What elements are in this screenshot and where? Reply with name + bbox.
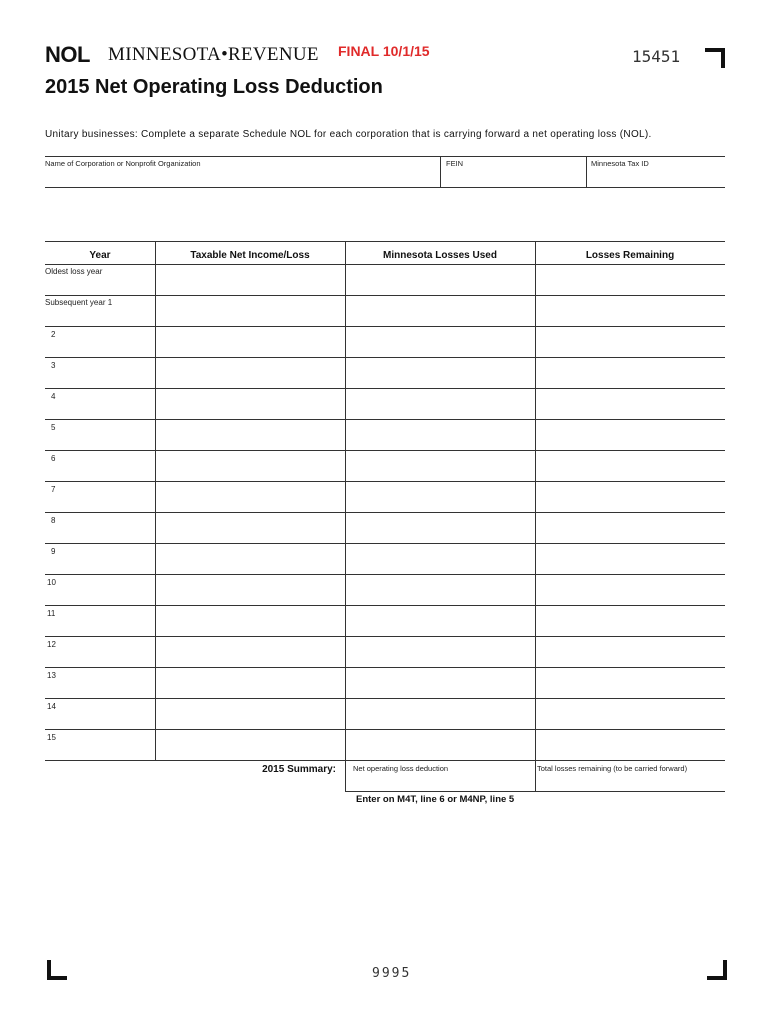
form-code: NOL bbox=[45, 42, 90, 67]
losses-remaining-cell[interactable] bbox=[536, 544, 724, 573]
taxable-income-cell[interactable] bbox=[156, 606, 344, 635]
taxable-income-cell[interactable] bbox=[156, 513, 344, 542]
row-label-7: 7 bbox=[51, 485, 56, 494]
summary-label: 2015 Summary: bbox=[262, 764, 336, 775]
table-top-rule bbox=[45, 241, 725, 242]
row-label-15: 15 bbox=[47, 733, 56, 742]
losses-remaining-cell[interactable] bbox=[536, 358, 724, 387]
losses-remaining-cell[interactable] bbox=[536, 513, 724, 542]
nol-deduction-label: Net operating loss deduction bbox=[353, 764, 449, 773]
row-label-4: 4 bbox=[51, 392, 56, 401]
mn-losses-used-cell[interactable] bbox=[346, 265, 534, 294]
row-label-2: 2 bbox=[51, 330, 56, 339]
mn-losses-used-cell[interactable] bbox=[346, 668, 534, 697]
row-label-oldest: Oldest loss year bbox=[45, 267, 103, 276]
final-stamp: FINAL 10/1/15 bbox=[338, 43, 430, 59]
losses-remaining-cell[interactable] bbox=[536, 327, 724, 356]
mn-tax-id-field[interactable] bbox=[587, 168, 725, 186]
losses-remaining-cell[interactable] bbox=[536, 637, 724, 666]
row-label-11: 11 bbox=[47, 609, 56, 618]
losses-remaining-cell[interactable] bbox=[536, 575, 724, 604]
mn-losses-used-cell[interactable] bbox=[346, 482, 534, 511]
row-label-5: 5 bbox=[51, 423, 56, 432]
enter-note: Enter on M4T, line 6 or M4NP, line 5 bbox=[356, 794, 515, 805]
taxable-income-cell[interactable] bbox=[156, 327, 344, 356]
corner-mark-bottom-right bbox=[707, 960, 727, 980]
row-label-9: 9 bbox=[51, 547, 56, 556]
page-title: 2015 Net Operating Loss Deduction bbox=[45, 76, 383, 98]
row-label-subsequent-1: Subsequent year 1 bbox=[45, 298, 113, 307]
row-label-12: 12 bbox=[47, 640, 56, 649]
losses-remaining-cell[interactable] bbox=[536, 606, 724, 635]
fein-field[interactable] bbox=[441, 168, 585, 186]
taxable-income-cell[interactable] bbox=[156, 451, 344, 480]
row-label-10: 10 bbox=[47, 578, 56, 587]
corner-mark-bottom-left bbox=[47, 960, 67, 980]
taxable-income-cell[interactable] bbox=[156, 420, 344, 449]
mn-losses-used-cell[interactable] bbox=[346, 575, 534, 604]
total-remaining-field[interactable] bbox=[536, 775, 725, 790]
taxable-income-cell[interactable] bbox=[156, 730, 344, 759]
mn-losses-used-cell[interactable] bbox=[346, 637, 534, 666]
mn-losses-used-cell[interactable] bbox=[346, 327, 534, 356]
mn-losses-used-cell[interactable] bbox=[346, 730, 534, 759]
taxable-income-cell[interactable] bbox=[156, 389, 344, 418]
taxable-income-cell[interactable] bbox=[156, 637, 344, 666]
row-label-6: 6 bbox=[51, 454, 56, 463]
losses-remaining-cell[interactable] bbox=[536, 668, 724, 697]
mn-losses-used-cell[interactable] bbox=[346, 699, 534, 728]
losses-remaining-cell[interactable] bbox=[536, 482, 724, 511]
form-number: 15451 bbox=[632, 47, 681, 66]
losses-remaining-cell[interactable] bbox=[536, 451, 724, 480]
instructions: Unitary businesses: Complete a separate Schedule NOL for each corporation that is carrying forward a net operating loss (NOL). bbox=[45, 129, 652, 140]
losses-remaining-cell[interactable] bbox=[536, 730, 724, 759]
mn-losses-used-cell[interactable] bbox=[346, 544, 534, 573]
fein-label: FEIN bbox=[446, 159, 464, 168]
col-header-mn-losses-used: Minnesota Losses Used bbox=[383, 250, 497, 261]
name-label: Name of Corporation or Nonprofit Organization bbox=[45, 159, 201, 168]
col-header-taxable-net-income: Taxable Net Income/Loss bbox=[190, 250, 310, 261]
taxable-income-cell[interactable] bbox=[156, 544, 344, 573]
taxable-income-cell[interactable] bbox=[156, 668, 344, 697]
row-label-8: 8 bbox=[51, 516, 56, 525]
col-header-losses-remaining: Losses Remaining bbox=[585, 250, 675, 261]
mn-losses-used-cell[interactable] bbox=[346, 606, 534, 635]
mn-losses-used-cell[interactable] bbox=[346, 451, 534, 480]
losses-remaining-cell[interactable] bbox=[536, 699, 724, 728]
mn-losses-used-cell[interactable] bbox=[346, 358, 534, 387]
taxable-income-cell[interactable] bbox=[156, 265, 344, 294]
taxable-income-cell[interactable] bbox=[156, 699, 344, 728]
mn-losses-used-cell[interactable] bbox=[346, 420, 534, 449]
mn-tax-id-label: Minnesota Tax ID bbox=[591, 159, 649, 168]
mn-losses-used-cell[interactable] bbox=[346, 296, 534, 325]
losses-remaining-cell[interactable] bbox=[536, 420, 724, 449]
taxable-income-cell[interactable] bbox=[156, 296, 344, 325]
table-row-rule bbox=[45, 760, 725, 761]
corner-mark-top-right bbox=[705, 48, 725, 68]
name-field[interactable] bbox=[45, 168, 439, 186]
mn-losses-used-cell[interactable] bbox=[346, 513, 534, 542]
losses-remaining-cell[interactable] bbox=[536, 296, 724, 325]
total-remaining-label: Total losses remaining (to be carried forward) bbox=[537, 764, 688, 773]
barcode-number: 9995 bbox=[372, 966, 412, 981]
nol-deduction-field[interactable] bbox=[346, 775, 534, 790]
summary-bottom-rule bbox=[345, 791, 725, 792]
losses-remaining-cell[interactable] bbox=[536, 265, 724, 294]
taxable-income-cell[interactable] bbox=[156, 575, 344, 604]
mn-losses-used-cell[interactable] bbox=[346, 389, 534, 418]
id-top-rule bbox=[45, 156, 725, 157]
taxable-income-cell[interactable] bbox=[156, 482, 344, 511]
agency-logo: MINNESOTA•REVENUE bbox=[108, 44, 319, 65]
taxable-income-cell[interactable] bbox=[156, 358, 344, 387]
id-bottom-rule bbox=[45, 187, 725, 188]
row-label-14: 14 bbox=[47, 702, 56, 711]
row-label-13: 13 bbox=[47, 671, 56, 680]
row-label-3: 3 bbox=[51, 361, 56, 370]
col-header-year: Year bbox=[89, 250, 111, 261]
losses-remaining-cell[interactable] bbox=[536, 389, 724, 418]
